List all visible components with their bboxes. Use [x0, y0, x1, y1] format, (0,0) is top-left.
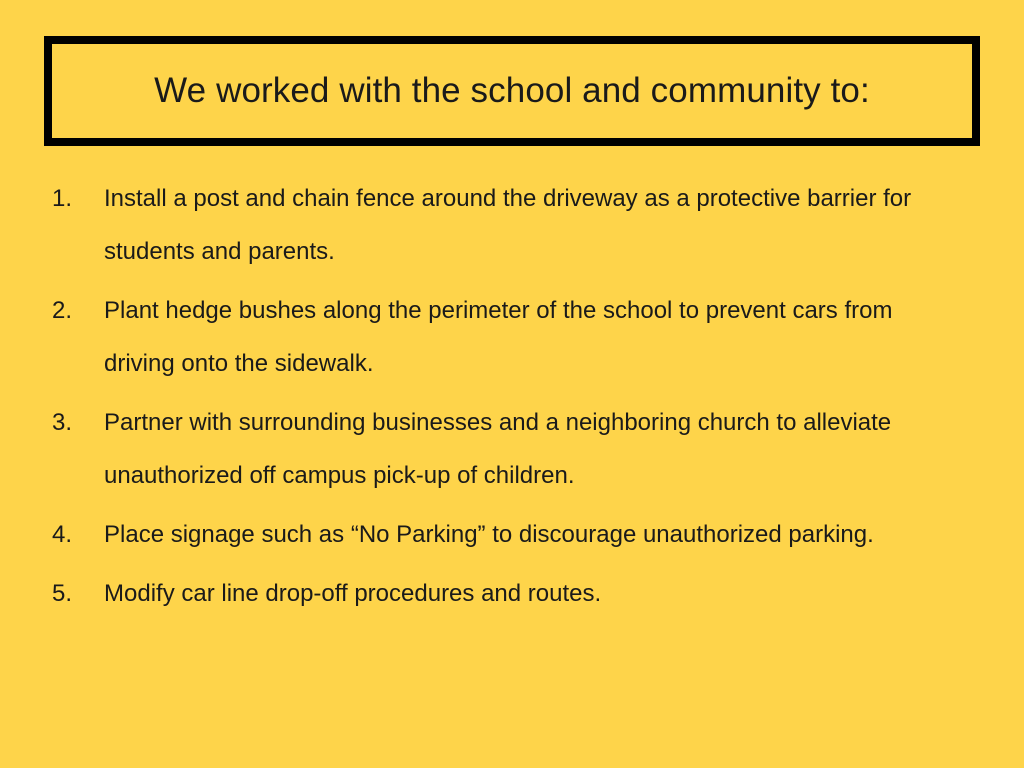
list-item-text: Plant hedge bushes along the perimeter of the school to prevent cars from driving onto the sidewalk. — [104, 297, 893, 377]
list-item-text: Modify car line drop-off procedures and routes. — [104, 580, 602, 607]
list-item-number: 5. — [52, 580, 73, 607]
list-item-number: 4. — [52, 521, 73, 548]
list-item — [52, 508, 952, 561]
list-item-number: 1. — [52, 185, 73, 212]
list-item — [52, 567, 952, 620]
list-item-text: Place signage such as “No Parking” to discourage unauthorized parking. — [104, 521, 874, 548]
list-item — [52, 396, 952, 502]
list-item-text: Install a post and chain fence around the driveway as a protective barrier for students and parents. — [104, 185, 912, 265]
list-item — [52, 172, 952, 278]
list-item-number: 2. — [52, 297, 73, 324]
list-item — [52, 284, 952, 390]
list-item-text: Partner with surrounding businesses and a neighboring church to alleviate unauthorized off campus pick-up of children. — [104, 409, 892, 489]
numbered-list — [52, 172, 952, 626]
title-box — [44, 36, 980, 146]
list-item-number: 3. — [52, 409, 73, 436]
slide-title: We worked with the school and community to: — [154, 71, 870, 110]
